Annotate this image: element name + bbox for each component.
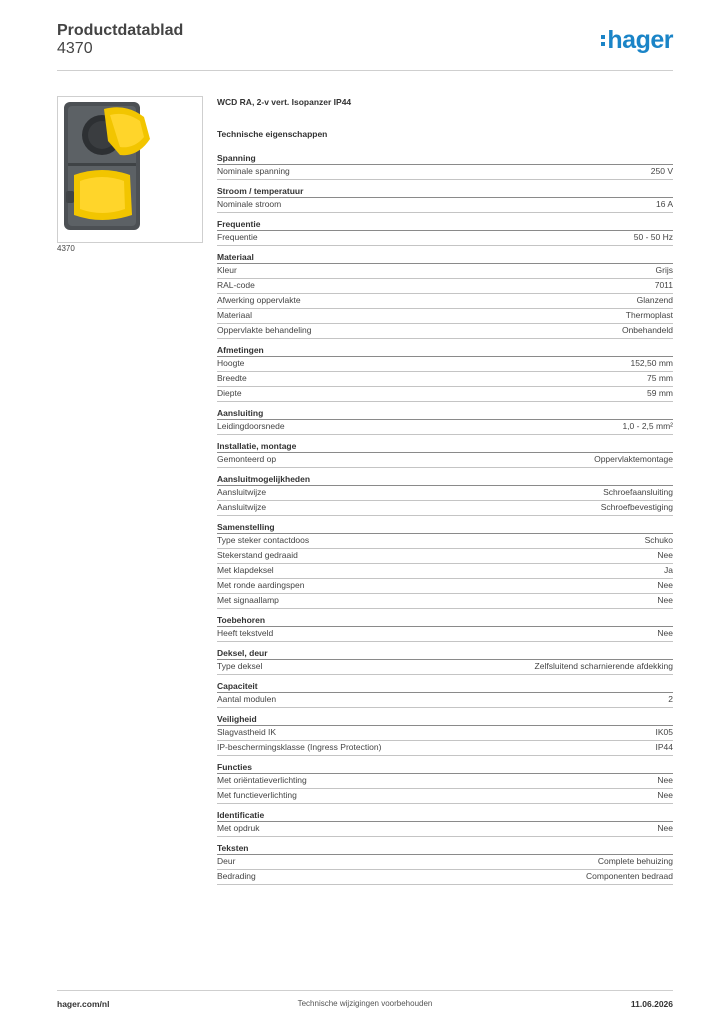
property-group bbox=[217, 185, 673, 213]
group-title: Aansluitmogelijkheden bbox=[217, 473, 673, 486]
property-group bbox=[217, 842, 673, 885]
group-title: Afmetingen bbox=[217, 344, 673, 357]
property-groups bbox=[217, 152, 673, 885]
property-value: 7011 bbox=[654, 280, 673, 290]
property-row bbox=[217, 564, 673, 579]
property-label: Type steker contactdoos bbox=[217, 535, 310, 545]
property-value: Zelfsluitend scharnierende afdekking bbox=[534, 661, 673, 671]
property-row bbox=[217, 855, 673, 870]
property-value: Ja bbox=[664, 565, 673, 575]
property-group bbox=[217, 251, 673, 339]
property-label: Met functieverlichting bbox=[217, 790, 297, 800]
group-title: Installatie, montage bbox=[217, 440, 673, 453]
property-group bbox=[217, 680, 673, 708]
property-value: Nee bbox=[657, 580, 673, 590]
property-value: IK05 bbox=[655, 727, 673, 737]
group-title: Veiligheid bbox=[217, 713, 673, 726]
group-title: Stroom / temperatuur bbox=[217, 185, 673, 198]
page-header bbox=[57, 20, 673, 71]
properties-heading: Technische eigenschappen bbox=[217, 129, 328, 139]
property-row bbox=[217, 486, 673, 501]
property-value: Complete behuizing bbox=[597, 856, 673, 866]
group-title: Teksten bbox=[217, 842, 673, 855]
property-row bbox=[217, 579, 673, 594]
property-label: Materiaal bbox=[217, 310, 252, 320]
property-group bbox=[217, 152, 673, 180]
property-label: Gemonteerd op bbox=[217, 454, 277, 464]
property-value: 250 V bbox=[650, 166, 673, 176]
property-group bbox=[217, 761, 673, 804]
property-value: Grijs bbox=[655, 265, 673, 275]
logo-dots-icon bbox=[601, 35, 605, 49]
property-value: Oppervlaktemontage bbox=[594, 454, 673, 464]
property-value: 50 - 50 Hz bbox=[633, 232, 673, 242]
property-group bbox=[217, 440, 673, 468]
property-group bbox=[217, 614, 673, 642]
property-label: Nominale spanning bbox=[217, 166, 290, 176]
group-title: Deksel, deur bbox=[217, 647, 673, 660]
property-label: Met opdruk bbox=[217, 823, 260, 833]
property-group bbox=[217, 521, 673, 609]
property-value: 2 bbox=[668, 694, 673, 704]
property-value: 59 mm bbox=[647, 388, 673, 398]
property-row bbox=[217, 453, 673, 468]
property-label: Met signaallamp bbox=[217, 595, 279, 605]
footer-date: 11.06.2026 bbox=[630, 999, 673, 1009]
property-row bbox=[217, 198, 673, 213]
socket-outlet-illustration bbox=[58, 97, 202, 242]
property-value: Nee bbox=[657, 823, 673, 833]
property-row bbox=[217, 264, 673, 279]
property-group bbox=[217, 218, 673, 246]
property-group bbox=[217, 809, 673, 837]
property-row bbox=[217, 165, 673, 180]
property-label: Aansluitwijze bbox=[217, 487, 267, 497]
property-label: Nominale stroom bbox=[217, 199, 282, 209]
property-label: Leidingdoorsnede bbox=[217, 421, 285, 431]
property-row bbox=[217, 627, 673, 642]
property-row bbox=[217, 279, 673, 294]
property-label: Slagvastheid IK bbox=[217, 727, 277, 737]
property-row bbox=[217, 693, 673, 708]
property-label: Diepte bbox=[217, 388, 242, 398]
property-row bbox=[217, 420, 673, 435]
property-value: Componenten bedraad bbox=[586, 871, 673, 881]
property-value: IP44 bbox=[655, 742, 673, 752]
property-row bbox=[217, 387, 673, 402]
property-label: Aantal modulen bbox=[217, 694, 277, 704]
property-value: Schroefaansluiting bbox=[603, 487, 673, 497]
property-row bbox=[217, 231, 673, 246]
property-value: 75 mm bbox=[647, 373, 673, 383]
property-label: Met klapdeksel bbox=[217, 565, 274, 575]
property-value: 1,0 - 2,5 mm² bbox=[622, 421, 673, 431]
property-value: Schroefbevestiging bbox=[600, 502, 673, 512]
property-group bbox=[217, 407, 673, 435]
property-label: Met oriëntatieverlichting bbox=[217, 775, 307, 785]
property-value: 152,50 mm bbox=[630, 358, 673, 368]
property-label: Hoogte bbox=[217, 358, 245, 368]
property-value: Onbehandeld bbox=[621, 325, 673, 335]
group-title: Functies bbox=[217, 761, 673, 774]
property-group bbox=[217, 344, 673, 402]
property-row bbox=[217, 822, 673, 837]
product-image bbox=[57, 96, 203, 243]
property-value: Thermoplast bbox=[625, 310, 673, 320]
image-caption: 4370 bbox=[57, 244, 75, 253]
footer-url[interactable]: hager.com/nl bbox=[57, 999, 110, 1009]
hager-logo bbox=[601, 26, 673, 55]
group-title: Toebehoren bbox=[217, 614, 673, 627]
property-group bbox=[217, 713, 673, 756]
property-label: Afwerking oppervlakte bbox=[217, 295, 301, 305]
property-row bbox=[217, 741, 673, 756]
property-row bbox=[217, 870, 673, 885]
property-row bbox=[217, 534, 673, 549]
group-title: Aansluiting bbox=[217, 407, 673, 420]
property-label: Breedte bbox=[217, 373, 247, 383]
group-title: Frequentie bbox=[217, 218, 673, 231]
group-title: Identificatie bbox=[217, 809, 673, 822]
group-title: Capaciteit bbox=[217, 680, 673, 693]
property-label: Bedrading bbox=[217, 871, 256, 881]
property-value: 16 A bbox=[655, 199, 673, 209]
property-label: Deur bbox=[217, 856, 236, 866]
page-footer bbox=[57, 990, 673, 1015]
property-row bbox=[217, 660, 673, 675]
property-label: IP-beschermingsklasse (Ingress Protection) bbox=[217, 742, 382, 752]
logo-text: hager bbox=[607, 26, 673, 54]
footer-notice: Technische wijzigingen voorbehouden bbox=[297, 999, 433, 1008]
property-value: Nee bbox=[657, 775, 673, 785]
property-group bbox=[217, 647, 673, 675]
group-title: Materiaal bbox=[217, 251, 673, 264]
property-label: Met ronde aardingspen bbox=[217, 580, 305, 590]
property-row bbox=[217, 789, 673, 804]
property-label: RAL-code bbox=[217, 280, 255, 290]
property-label: Kleur bbox=[217, 265, 237, 275]
property-row bbox=[217, 372, 673, 387]
property-value: Glanzend bbox=[636, 295, 673, 305]
property-row bbox=[217, 774, 673, 789]
property-row bbox=[217, 294, 673, 309]
property-row bbox=[217, 309, 673, 324]
property-value: Nee bbox=[657, 550, 673, 560]
group-title: Samenstelling bbox=[217, 521, 673, 534]
property-row bbox=[217, 501, 673, 516]
property-row bbox=[217, 594, 673, 609]
property-label: Frequentie bbox=[217, 232, 258, 242]
group-title: Spanning bbox=[217, 152, 673, 165]
property-value: Nee bbox=[657, 790, 673, 800]
property-row bbox=[217, 549, 673, 564]
property-label: Type deksel bbox=[217, 661, 263, 671]
property-value: Schuko bbox=[644, 535, 673, 545]
property-label: Stekerstand gedraaid bbox=[217, 550, 298, 560]
property-group bbox=[217, 473, 673, 516]
property-row bbox=[217, 357, 673, 372]
document-title: Productdatablad bbox=[57, 22, 184, 39]
property-label: Aansluitwijze bbox=[217, 502, 267, 512]
product-name: WCD RA, 2-v vert. Isopanzer IP44 bbox=[217, 97, 352, 107]
property-value: Nee bbox=[657, 628, 673, 638]
property-row bbox=[217, 726, 673, 741]
product-specifications bbox=[217, 97, 673, 885]
property-label: Heeft tekstveld bbox=[217, 628, 274, 638]
document-number: 4370 bbox=[57, 40, 93, 57]
property-value: Nee bbox=[657, 595, 673, 605]
property-row bbox=[217, 324, 673, 339]
property-label: Oppervlakte behandeling bbox=[217, 325, 312, 335]
